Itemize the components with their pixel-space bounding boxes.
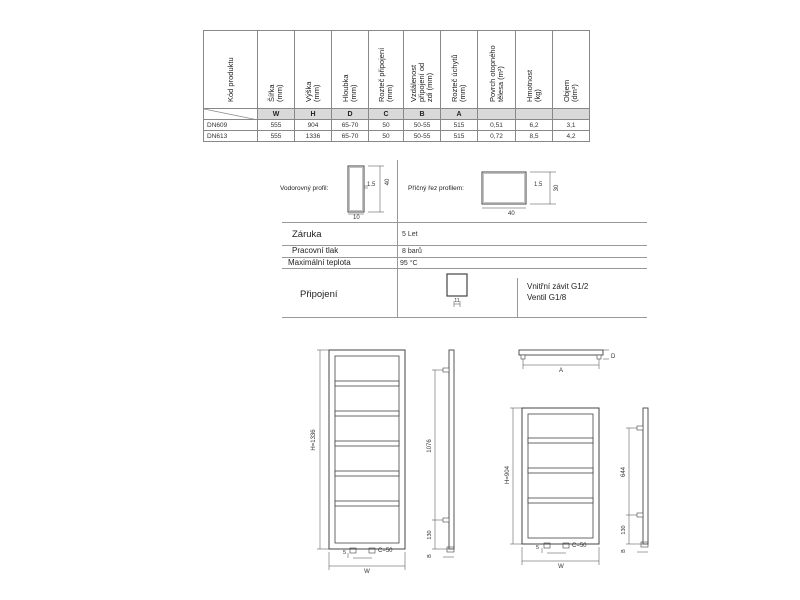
connection-line1: Vnitřní závit G1/2 (527, 282, 589, 291)
info-table (282, 160, 647, 317)
spec-letter-cell: A (441, 109, 478, 120)
short-height-label: H=904 (505, 466, 511, 484)
spec-header-text: Kód produktu (225, 57, 235, 102)
spec-header-text: Objem (dm³) (562, 79, 579, 102)
warranty-label: Záruka (292, 229, 322, 240)
profile-dim-inner: 1.5 (367, 182, 376, 188)
spec-cell: 50-55 (404, 120, 441, 131)
table-row (204, 120, 590, 131)
short-w-label: W (558, 564, 564, 570)
top-view-drawing (515, 344, 615, 376)
spec-cell: 65-70 (332, 131, 369, 142)
spec-cell: 4,2 (553, 131, 590, 142)
spec-cell: 65-70 (332, 120, 369, 131)
table-row (204, 131, 590, 142)
spec-header-text: Povrch otopného tělesa (m²) (487, 45, 505, 102)
spec-letter-cell: C (369, 109, 404, 120)
spec-cell: 50 (369, 120, 404, 131)
short-side-label: 644 (621, 466, 627, 478)
tall-side-label: 1076 (427, 439, 433, 453)
divider (282, 317, 647, 318)
spec-header-text: Výška (mm) (304, 81, 321, 102)
horizontal-profile-drawing (340, 162, 395, 220)
spec-letter-cell (478, 109, 516, 120)
cross-dim-width: 40 (508, 211, 515, 217)
spec-header-row (204, 31, 590, 109)
cross-dim-inner: 1.5 (534, 182, 543, 188)
spec-letter-cell: H (295, 109, 332, 120)
spec-header (295, 31, 332, 109)
spec-cell: 50 (369, 131, 404, 142)
spec-header-text: Rozteč úchytů (mm) (450, 54, 467, 102)
warranty-value: 5 Let (402, 231, 418, 238)
spec-cell: 50-55 (404, 131, 441, 142)
spec-cell: 3,1 (553, 120, 590, 131)
spec-header (258, 31, 295, 109)
divider (517, 278, 518, 317)
spec-header-text: Hmotnost (kg) (525, 69, 542, 102)
spec-cell: 8,5 (516, 131, 553, 142)
divider (282, 222, 647, 223)
spec-letter-cell (516, 109, 553, 120)
spec-cell: 0,51 (478, 120, 516, 131)
spec-header (204, 31, 258, 109)
short-bottom-label: 130 (621, 525, 627, 535)
spec-cell: 515 (441, 131, 478, 142)
spec-cell: DN613 (204, 131, 258, 142)
tall-b-label: B (427, 554, 433, 558)
spec-letter-cell: D (332, 109, 369, 120)
spec-letter-cell (204, 109, 258, 120)
top-view-a-label: A (558, 368, 564, 374)
spec-table (203, 30, 590, 142)
spec-header-text: Rozteč připojení (mm) (377, 47, 394, 102)
spec-letter-cell: W (258, 109, 295, 120)
connection-label: Připojení (300, 289, 338, 300)
spec-header-text: Šířka (mm) (267, 84, 284, 102)
spec-letter-cell (553, 109, 590, 120)
spec-header-text: Hloubka (mm) (341, 74, 358, 102)
short-b-label: B (621, 549, 627, 553)
spec-header (553, 31, 590, 109)
spec-header (369, 31, 404, 109)
spec-cell: 515 (441, 120, 478, 131)
spec-header (332, 31, 369, 109)
cross-profile-drawing (478, 166, 563, 218)
spec-header (404, 31, 441, 109)
short-radiator-drawing (500, 398, 660, 573)
tall-height-label: H=1336 (311, 429, 317, 451)
top-view-d-label: D (611, 354, 615, 360)
tall-radiator-drawing (300, 340, 470, 575)
spec-letter-cell: B (404, 109, 441, 120)
pressure-label: Pracovní tlak (292, 246, 339, 255)
spec-cell: 555 (258, 131, 295, 142)
spec-cell: 6,2 (516, 120, 553, 131)
diagonal-divider-icon (204, 109, 258, 120)
short-c-label: C=50 (572, 543, 587, 549)
temp-label: Maximální teplota (288, 258, 351, 267)
connection-icon (442, 272, 472, 312)
spec-cell: 1336 (295, 131, 332, 142)
horizontal-profile-label: Vodorovný profil: (280, 185, 329, 192)
tall-five-label: 5 (343, 550, 347, 556)
temp-value: 95 °C (400, 260, 418, 267)
divider (282, 268, 647, 269)
connection-line2: Ventil G1/8 (527, 293, 567, 302)
cross-profile-label: Příčný řez profilem: (408, 185, 464, 192)
spec-header (441, 31, 478, 109)
spec-cell: 904 (295, 120, 332, 131)
tall-bottom-label: 130 (427, 530, 433, 540)
tall-w-label: W (364, 569, 370, 575)
spec-header-text: Vzdálenost připojení od zdi (mm) (409, 62, 434, 102)
profile-dim-width: 10 (353, 215, 360, 220)
spec-header (516, 31, 553, 109)
profile-dim-height: 40 (385, 178, 391, 186)
spec-header (478, 31, 516, 109)
spec-letter-row (204, 109, 590, 120)
short-five-label: 5 (536, 545, 540, 551)
cross-dim-height: 30 (554, 184, 560, 192)
spec-cell: 0,72 (478, 131, 516, 142)
divider (397, 160, 398, 317)
tall-c-label: C=50 (378, 548, 393, 554)
spec-cell: DN609 (204, 120, 258, 131)
connection-icon-dim: 11 (454, 298, 460, 304)
pressure-value: 8 barů (402, 248, 422, 255)
spec-cell: 555 (258, 120, 295, 131)
